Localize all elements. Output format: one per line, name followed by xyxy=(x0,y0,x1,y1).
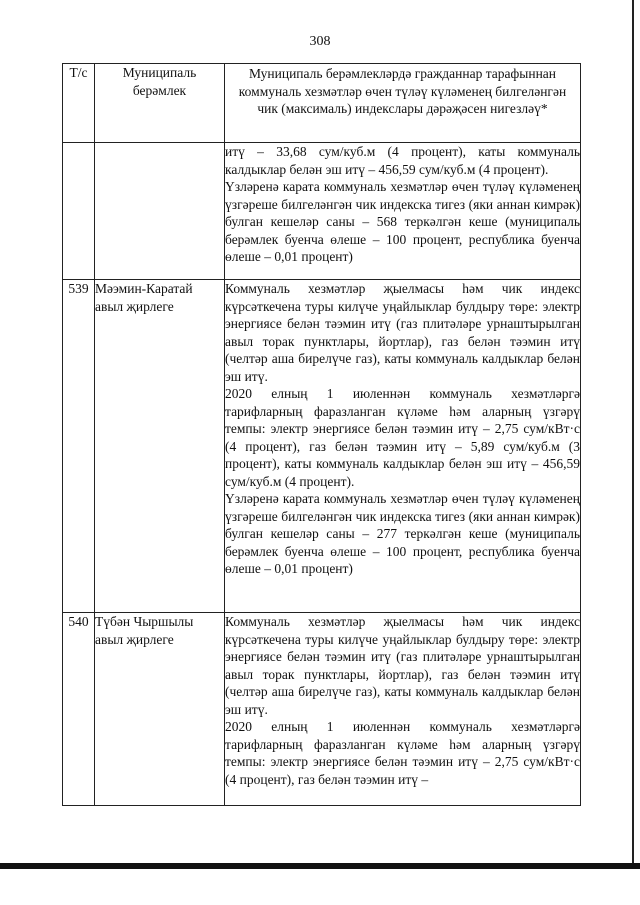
table-header-row xyxy=(63,64,581,143)
scan-edge-right xyxy=(632,0,634,869)
scan-edge-bottom xyxy=(0,863,640,869)
row-justification xyxy=(225,613,581,806)
row-municipality: Түбән Чыршылы авыл җирлеге xyxy=(95,613,225,806)
paragraph: 2020 елның 1 июленнән коммуналь хезмәтләргә тарифларның фаразланган күләме һәм аларның үзгәрү темпы: электр энергиясе белән тәэмин итү – 2,75 сум/кВт·с (4 процент), газ белән тәэмин итү – 5,89 сум/куб.м (3 процент), каты коммуналь калдыклар белән эш итү – 456,59 сум/куб.м (4 процент). xyxy=(225,386,580,489)
header-number: Т/с xyxy=(63,64,95,143)
row-municipality xyxy=(95,143,225,280)
table-row xyxy=(63,143,581,280)
table-row xyxy=(63,613,581,806)
table-row xyxy=(63,280,581,613)
paragraph: Коммуналь хезмәтләр җыелмасы һәм чик индекс күрсәткечена туры килүче уңайлыклар булдыру төре: электр энергиясе белән тәэмин итү (газ плитәләре урнаштырылган авыл торак пунктлары, йортлар), газ белән тәэмин итү (челтәр аша бирелүче газ), каты коммуналь калдыклар белән эш итү. xyxy=(225,281,580,384)
row-number xyxy=(63,143,95,280)
header-justification: Муниципаль берәмлекләрдә гражданнар тарафыннан коммуналь хезмәтләр өчен түләү күләменең билгеләнгән чик (максималь) индекслары дәрәҗәсен нигезләү* xyxy=(225,64,581,143)
paragraph: Үзләренә карата коммуналь хезмәтләр өчен түләү күләменең үзгәреше билгеләнгән чик индекска тигез (яки аннан кимрәк) булган кешеләр саны – 277 теркәлгән кеше (муниципаль берәмлек буенча өлеше – 100 процент, республика буенча өлеше – 0,01 процент) xyxy=(225,491,580,576)
row-justification xyxy=(225,143,581,280)
row-number: 539 xyxy=(63,280,95,613)
row-municipality: Мәэмин-Каратай авыл җирлеге xyxy=(95,280,225,613)
row-justification xyxy=(225,280,581,613)
paragraph: Коммуналь хезмәтләр җыелмасы һәм чик индекс күрсәткечена туры килүче уңайлыклар булдыру төре: электр энергиясе белән тәэмин итү (газ плитәләре урнаштырылган авыл торак пунктлары, йортлар), газ белән тәэмин итү (челтәр аша бирелүче газ), каты коммуналь калдыклар белән эш итү. xyxy=(225,614,580,717)
row-number: 540 xyxy=(63,613,95,806)
paragraph: 2020 елның 1 июленнән коммуналь хезмәтләргә тарифларның фаразланган күләме һәм аларның үзгәрү темпы: электр энергиясе белән тәэмин итү – 2,75 сум/кВт·с (4 процент), газ белән тәэмин итү – xyxy=(225,719,580,787)
page-number: 308 xyxy=(309,34,331,49)
paragraph: Үзләренә карата коммуналь хезмәтләр өчен түләү күләменең үзгәреше билгеләнгән чик индекска тигез (яки аннан кимрәк) булган кешеләр саны – 568 теркәлгән кеше (муниципаль берәмлек буенча өлеше – 100 процент, республика буенча өлеше – 0,01 процент) xyxy=(225,179,580,264)
municipal-tariff-table xyxy=(62,63,581,806)
header-municipality: Муниципаль берәмлек xyxy=(95,64,225,143)
paragraph: итү – 33,68 сум/куб.м (4 процент), каты коммуналь калдыклар белән эш итү – 456,59 сум/куб.м (4 процент). xyxy=(225,144,580,177)
